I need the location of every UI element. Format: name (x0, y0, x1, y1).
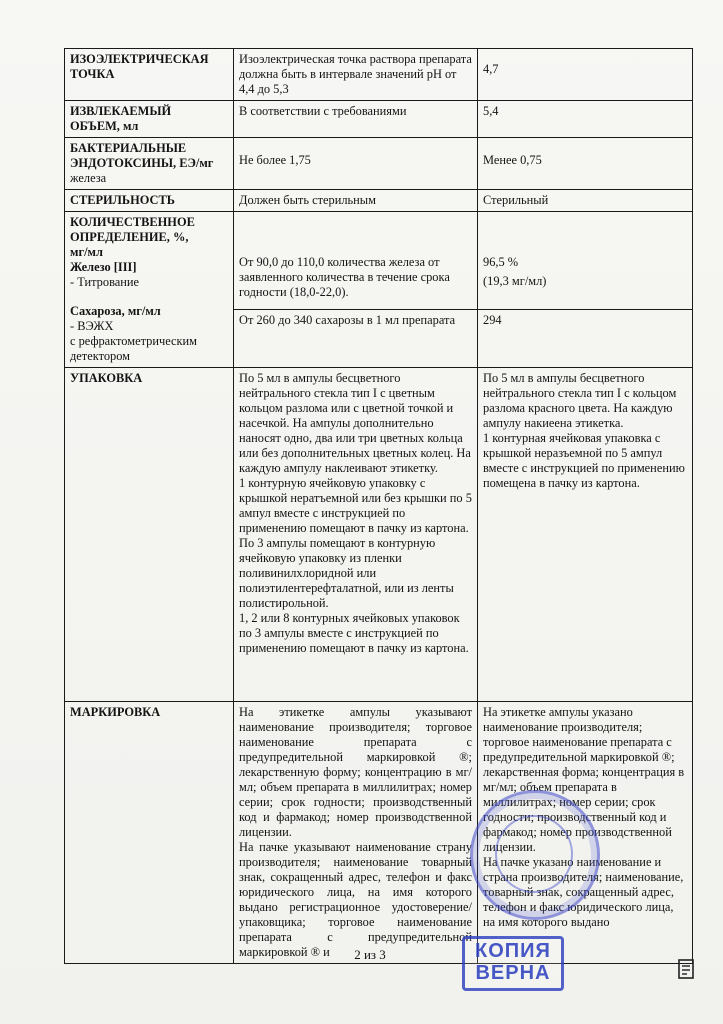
param-packaging: УПАКОВКА (65, 368, 234, 702)
param-isoelectric-point: ИЗОЭЛЕКТРИЧЕСКАЯ ТОЧКА (65, 49, 234, 101)
result-cell: 4,7 (478, 49, 693, 101)
result-cell: Стерильный (478, 190, 693, 212)
requirement-cell: Изоэлектрическая точка раствора препарата должна быть в интервале значений pH от 4,4 до 5,3 (234, 49, 478, 101)
table-row (65, 368, 693, 702)
round-seal-stamp (470, 790, 600, 920)
requirement-cell: Не более 1,75 (234, 138, 478, 190)
param-bacterial-endotoxins: БАКТЕРИАЛЬНЫЕ ЭНДОТОКСИНЫ, ЕЭ/мг железа (65, 138, 234, 190)
result-cell: Менее 0,75 (478, 138, 693, 190)
table-row (65, 49, 693, 101)
specification-table (64, 48, 693, 964)
result-cell-packaging: По 5 мл в ампулы бесцветного нейтрального стекла тип I с кольцом разлома красного цвета. На каждую ампулу накиеена этикетка. 1 контурная ячейковая упаковка с крышкой неразъемной по 5 ампул вместе с инструкцией по применению помещена в пачку из картона. (478, 368, 693, 702)
table-row (65, 138, 693, 190)
param-marking: МАРКИРОВКА (65, 702, 234, 964)
requirement-cell-marking: На этикетке ампулы указывают наименование производителя; торговое наименование препарата с предупредительной маркировкой ®; лекарственную форму; концентрацию в мг/мл; объем препарата в миллилитрах; номер серии; срок годности; производственный код и фармакод; номер производственной лицензии. На пачке указывают наименование страну производителя; наименование товарный знак, сокращенный адрес, телефон и факс юридического лица, на имя которого выдано регистрационное удостоверение/упаковщика; торговое наименование препарата с предупредительной маркировкой ® и (234, 702, 478, 964)
requirement-cell-packaging: По 5 мл в ампулы бесцветного нейтрального стекла тип I с цветным кольцом разлома или с цветной точкой и насечкой. На ампулы дополнительно наносят одно, два или три цветных кольца или без дополнительных цветных колец. На каждую ампулу наклеивают этикетку. 1 контурную ячейковую упаковку с крышкой нератъемной или без крышки по 5 ампул вместе с инструкцией по применению помещают в пачку из картона. По 3 ампулы помещают в контурную ячейковую упаковку из пленки поливинилхлоридной или полиэтилентерефталатной, или из ленты полистирольной. 1, 2 или 8 контурных ячейковых упаковок по 3 ампулы вместе с инструкцией по применению помещают в пачку из картона. (234, 368, 478, 702)
document-icon (676, 958, 698, 980)
table-row (65, 190, 693, 212)
table-row (65, 101, 693, 138)
result-cell-sucrose: 294 (478, 310, 693, 368)
table-row (65, 212, 693, 310)
page-number: 2 из 3 (354, 947, 386, 962)
param-quantitative-determination: КОЛИЧЕСТВЕННОЕ ОПРЕДЕЛЕНИЕ, %, мг/мл Железо [III] - Титрование Сахароза, мг/мл - ВЭЖХ с рефрактометрическим детектором (65, 212, 234, 368)
requirement-cell-sucrose: От 260 до 340 сахарозы в 1 мл препарата (234, 310, 478, 368)
requirement-cell: В соответствии с требованиями (234, 101, 478, 138)
table-row (65, 702, 693, 964)
result-cell-iron: 96,5 % (19,3 мг/мл) (478, 212, 693, 310)
param-sterility: СТЕРИЛЬНОСТЬ (65, 190, 234, 212)
param-extractable-volume: ИЗВЛЕКАЕМЫЙ ОБЪЕМ, мл (65, 101, 234, 138)
result-cell-marking: На этикетке ампулы указано наименование производителя; торговое наименование препарата с предупредительной маркировкой ®; лекарственная форма; концентрация в мг/мл; объем препарата в миллилитрах; номер серии; срок годности; производственный код и фармакод; номер производственной лицензии. На пачке указано наименование и страна производителя; наименование, товарный знак, сокращенный адрес, телефон и факс юридического лица, на имя которого выдано (478, 702, 693, 964)
result-cell: 5,4 (478, 101, 693, 138)
certified-copy-stamp: КОПИЯ ВЕРНА (462, 936, 564, 991)
requirement-cell-iron: От 90,0 до 110,0 количества железа от заявленного количества в течение срока годности (18,0-22,0). (234, 212, 478, 310)
requirement-cell: Должен быть стерильным (234, 190, 478, 212)
